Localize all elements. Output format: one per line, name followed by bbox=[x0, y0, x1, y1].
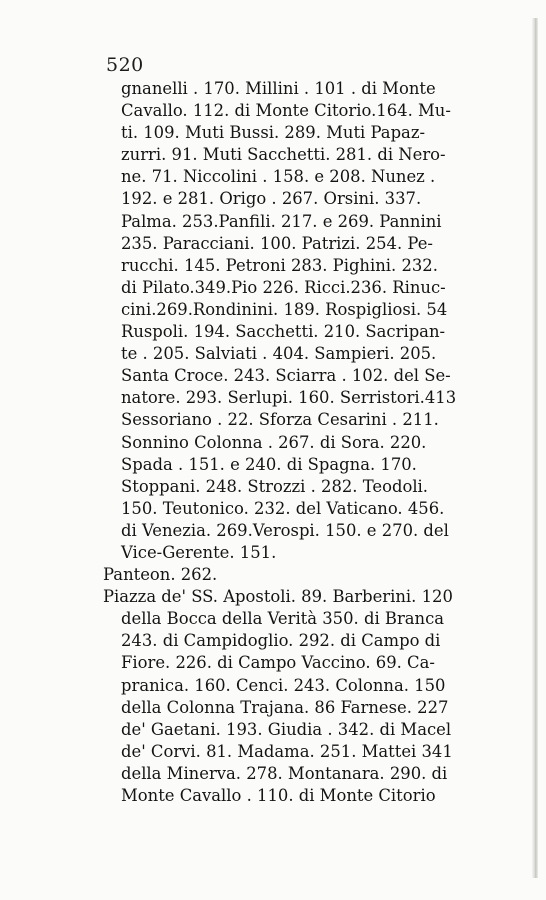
index-line: della Bocca della Verità 350. di Branca bbox=[121, 609, 445, 629]
index-line: 150. Teutonico. 232. del Vaticano. 456. bbox=[121, 498, 445, 518]
index-line: Fiore. 226. di Campo Vaccino. 69. Ca- bbox=[121, 653, 435, 673]
page-gutter-shadow bbox=[532, 18, 538, 878]
index-line: Ruspoli. 194. Sacchetti. 210. Sacripan- bbox=[121, 322, 446, 342]
index-line: Palma. 253.Panfili. 217. e 269. Pannini bbox=[121, 211, 442, 231]
index-line: Monte Cavallo . 110. di Monte Citorio bbox=[121, 786, 436, 805]
index-line: Panteon. 262. bbox=[103, 565, 218, 585]
index-line: zurri. 91. Muti Sacchetti. 281. di Nero- bbox=[121, 145, 446, 165]
index-line: rucchi. 145. Petroni 283. Pighini. 232. bbox=[121, 255, 438, 275]
index-line: de' Gaetani. 193. Giudia . 342. di Macel bbox=[121, 719, 452, 739]
index-line: di Venezia. 269.Verospi. 150. e 270. del bbox=[121, 520, 449, 540]
index-line: Sessoriano . 22. Sforza Cesarini . 211. bbox=[121, 410, 439, 430]
index-line: di Pilato.349.Pio 226. Ricci.236. Rinuc- bbox=[121, 277, 446, 297]
index-line: Cavallo. 112. di Monte Citorio.164. Mu- bbox=[121, 101, 451, 121]
index-line: 235. Paracciani. 100. Patrizi. 254. Pe- bbox=[121, 233, 433, 253]
index-line: pranica. 160. Cenci. 243. Colonna. 150 bbox=[121, 675, 446, 695]
index-line: ne. 71. Niccolini . 158. e 208. Nunez . bbox=[121, 167, 436, 187]
index-line: de' Corvi. 81. Madama. 251. Mattei 341 bbox=[121, 741, 453, 761]
index-line: Vice-Gerente. 151. bbox=[121, 542, 277, 562]
index-line: Piazza de' SS. Apostoli. 89. Barberini. 120 bbox=[103, 587, 453, 607]
index-text-block bbox=[103, 78, 503, 807]
index-line: cini.269.Rondinini. 189. Rospigliosi. 54 bbox=[121, 299, 448, 319]
index-line: Spada . 151. e 240. di Spagna. 170. bbox=[121, 454, 417, 474]
index-line: gnanelli . 170. Millini . 101 . di Monte bbox=[121, 79, 436, 98]
index-line: Sonnino Colonna . 267. di Sora. 220. bbox=[121, 432, 427, 452]
index-line: natore. 293. Serlupi. 160. Serristori.413 bbox=[121, 388, 457, 408]
index-line: della Minerva. 278. Montanara. 290. di bbox=[121, 763, 448, 783]
index-line: Stoppani. 248. Strozzi . 282. Teodoli. bbox=[121, 476, 429, 496]
index-line: della Colonna Trajana. 86 Farnese. 227 bbox=[121, 697, 449, 717]
page-number: 520 bbox=[106, 54, 144, 76]
index-line: 192. e 281. Origo . 267. Orsini. 337. bbox=[121, 189, 422, 209]
index-line: ti. 109. Muti Bussi. 289. Muti Papaz- bbox=[121, 123, 426, 143]
index-line: Santa Croce. 243. Sciarra . 102. del Se- bbox=[121, 366, 451, 386]
index-line: 243. di Campidoglio. 292. di Campo di bbox=[121, 631, 441, 651]
index-line: te . 205. Salviati . 404. Sampieri. 205. bbox=[121, 344, 437, 364]
